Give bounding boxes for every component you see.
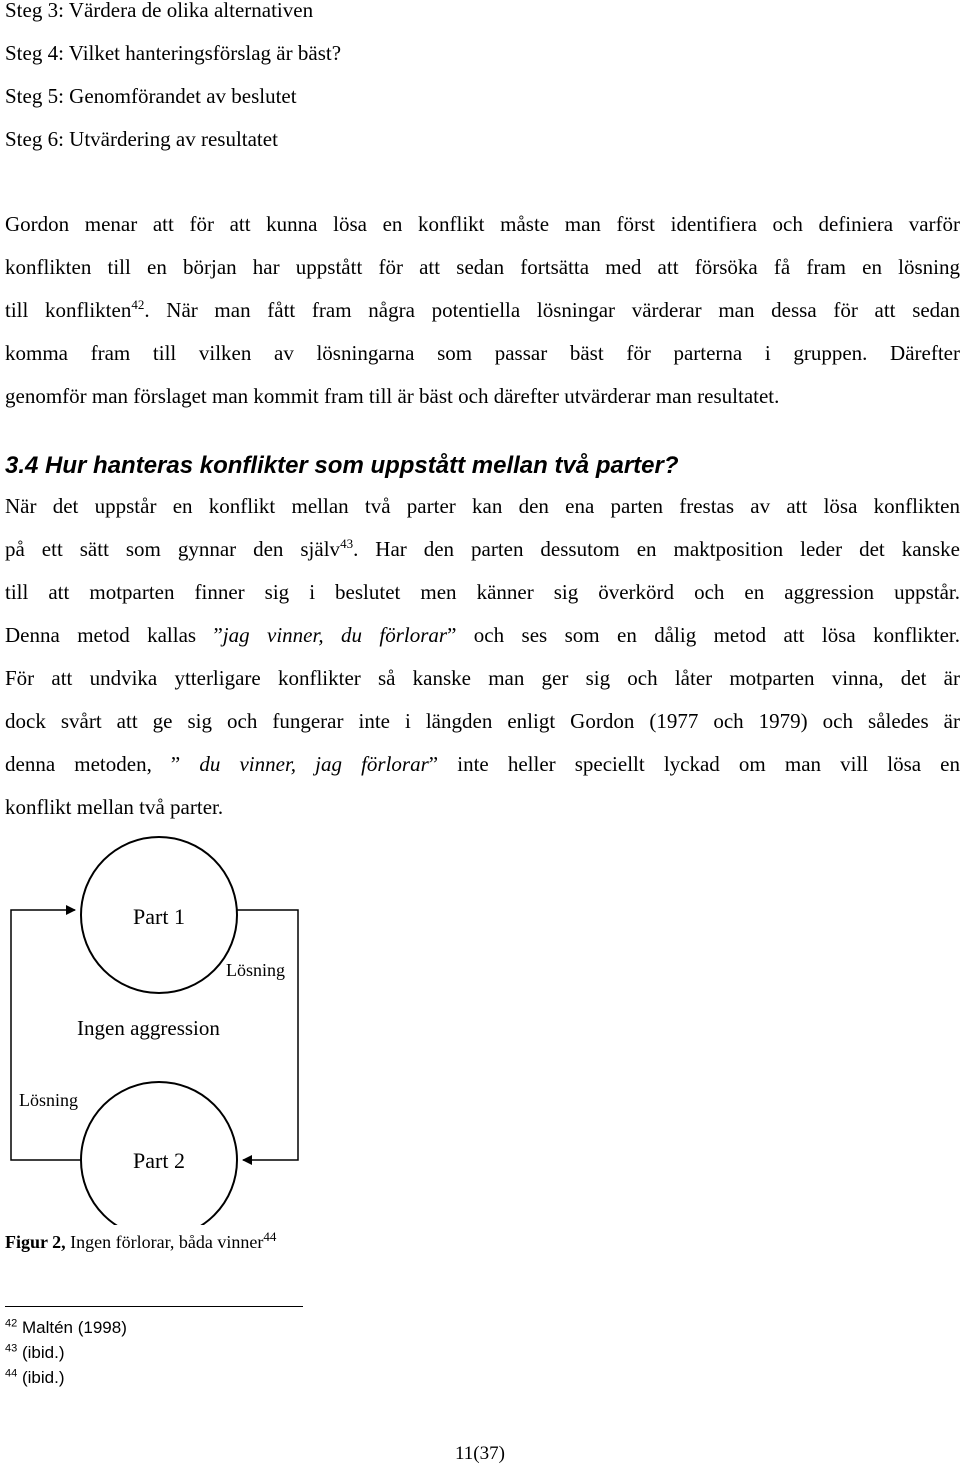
para1-line-3 [5,289,960,332]
para1-line-3-start: till konflikten [5,298,132,322]
footnote-43 [5,1343,64,1363]
paragraph-two-parties [5,485,960,829]
para2-line-2 [5,528,960,571]
para1-line-3-end: . När man fått fram några potentiella lösningar värderar man dessa för att sedan [144,298,960,322]
right-arrow [237,910,298,1160]
para2-line-3: till att motparten finner sig i beslutet men känner sig överkörd och en aggression uppstår. [5,580,960,604]
footnote-ref-44: 44 [263,1229,277,1244]
footnote-number: 43 [5,1342,18,1355]
para2-line-6: dock svårt att ge sig och fungerar inte i längden enligt Gordon (1977 och 1979) och således är [5,709,960,733]
part-2-label: Part 2 [133,1148,185,1173]
para2-line-1: När det uppstår en konflikt mellan två parter kan den ena parten frestas av att lösa konflikten [5,494,960,518]
footnote-42 [5,1318,127,1338]
step-4: Steg 4: Vilket hanteringsförslag är bäst? [5,41,342,65]
page-number: 11(37) [455,1443,505,1464]
no-aggression-label: Ingen aggression [77,1016,220,1040]
step-3: Steg 3: Värdera de olika alternativen [5,0,314,22]
para2-line-4-italic: jag vinner, du förlorar [222,623,448,647]
figure-caption-label: Figur 2, [5,1232,66,1252]
para1-line-5: genomför man förslaget man kommit fram till är bäst och därefter utvärderar man resultatet. [5,384,780,408]
footnote-text: (ibid.) [17,1368,65,1387]
para2-line-7-end: ” inte heller speciellt lyckad om man vill lösa en [428,752,960,776]
para1-line-4: komma fram till vilken av lösningarna som passar bäst för parterna i gruppen. Därefter [5,341,960,365]
para2-line-2-end: . Har den parten dessutom en maktposition leder det kanske [353,537,960,561]
para2-line-7-start: denna metoden, ” [5,752,200,776]
solution-label-right: Lösning [226,960,286,980]
para2-line-4 [5,614,960,657]
para2-line-7-italic: du vinner, jag förlorar [199,752,429,776]
left-arrow [11,910,81,1160]
paragraph-gordon [5,203,960,418]
step-5: Steg 5: Genomförandet av beslutet [5,84,297,108]
footnote-ref-43: 43 [340,536,354,551]
footnote-number: 42 [5,1317,18,1330]
para2-line-5: För att undvika ytterligare konflikter så kanske man ger sig och låter motparten vinna, det är [5,666,960,690]
solution-label-left: Lösning [19,1090,79,1110]
figure-caption [5,1229,277,1253]
win-win-diagram [0,835,960,1225]
para2-line-8: konflikt mellan två parter. [5,795,224,819]
section-heading: 3.4 Hur hanteras konflikter som uppstått mellan två parter? [5,452,679,479]
para2-line-4-end: ” och ses som en dålig metod att lösa konflikter. [447,623,960,647]
footnote-text: Maltén (1998) [17,1318,127,1337]
para2-line-2-start: på ett sätt som gynnar den själv [5,537,341,561]
footnote-number: 44 [5,1367,18,1380]
para1-line-2: konflikten till en början har uppstått för att sedan fortsätta med att försöka få fram en lösning [5,255,960,279]
figure-caption-text: Ingen förlorar, båda vinner [65,1232,264,1252]
footnote-text: (ibid.) [17,1343,65,1362]
para2-line-7 [5,743,960,786]
footnote-ref-42: 42 [131,297,145,312]
footnote-separator [5,1306,303,1307]
step-6: Steg 6: Utvärdering av resultatet [5,127,278,151]
para1-line-1: Gordon menar att för att kunna lösa en konflikt måste man först identifiera och definiera varför [5,212,960,236]
part-1-label: Part 1 [133,904,185,929]
footnote-44 [5,1368,64,1388]
para2-line-4-start: Denna metod kallas ” [5,623,223,647]
